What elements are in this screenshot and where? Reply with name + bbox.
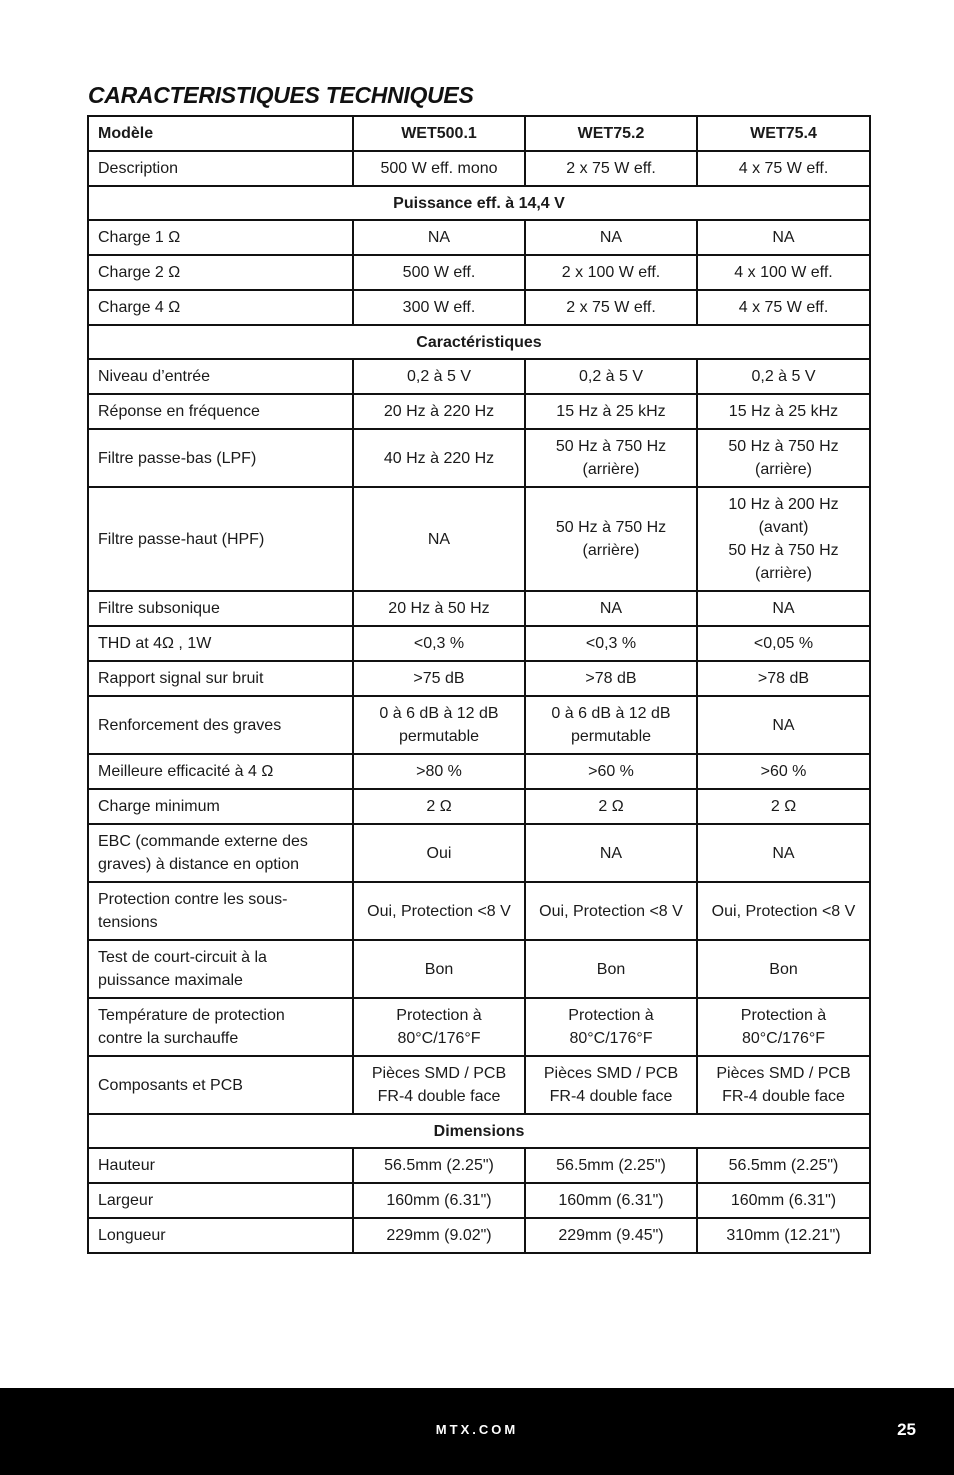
table-cell: Pièces SMD / PCB FR-4 double face (697, 1056, 870, 1114)
table-cell: 500 W eff. (353, 255, 525, 290)
table-cell: Oui, Protection <8 V (697, 882, 870, 940)
table-cell: 40 Hz à 220 Hz (353, 429, 525, 487)
row-label: Largeur (88, 1183, 353, 1218)
table-cell: 0,2 à 5 V (353, 359, 525, 394)
table-cell: 56.5mm (2.25") (353, 1148, 525, 1183)
table-cell: 0 à 6 dB à 12 dB permutable (353, 696, 525, 754)
table-cell: Protection à 80°C/176°F (697, 998, 870, 1056)
spec-table-body (88, 116, 870, 1253)
table-cell: 2 Ω (697, 789, 870, 824)
table-cell: Bon (697, 940, 870, 998)
table-cell: Pièces SMD / PCB FR-4 double face (353, 1056, 525, 1114)
table-row (88, 1183, 870, 1218)
table-cell: 2 x 75 W eff. (525, 290, 697, 325)
row-label: Description (88, 151, 353, 186)
section-title: Dimensions (88, 1114, 870, 1148)
section-title: Caractéristiques (88, 325, 870, 359)
table-cell: 56.5mm (2.25") (525, 1148, 697, 1183)
table-cell: Protection à 80°C/176°F (525, 998, 697, 1056)
table-cell: 160mm (6.31") (525, 1183, 697, 1218)
table-cell: 2 x 75 W eff. (525, 151, 697, 186)
page-title: CARACTERISTIQUES TECHNIQUES (88, 82, 474, 108)
table-cell: >80 % (353, 754, 525, 789)
row-label: Renforcement des graves (88, 696, 353, 754)
table-cell: NA (353, 220, 525, 255)
table-cell: NA (697, 824, 870, 882)
table-cell: 310mm (12.21") (697, 1218, 870, 1253)
table-cell: 229mm (9.02") (353, 1218, 525, 1253)
table-cell: NA (697, 591, 870, 626)
table-row (88, 696, 870, 754)
page-footer (0, 1388, 954, 1475)
table-row (88, 487, 870, 591)
row-label: Meilleure efficacité à 4 Ω (88, 754, 353, 789)
section-header-row (88, 1114, 870, 1148)
row-label: Composants et PCB (88, 1056, 353, 1114)
section-header-row (88, 325, 870, 359)
table-row (88, 290, 870, 325)
table-cell: Oui, Protection <8 V (353, 882, 525, 940)
table-cell: 15 Hz à 25 kHz (525, 394, 697, 429)
table-row (88, 754, 870, 789)
table-cell: Pièces SMD / PCB FR-4 double face (525, 1056, 697, 1114)
table-cell: 56.5mm (2.25") (697, 1148, 870, 1183)
row-label: Rapport signal sur bruit (88, 661, 353, 696)
table-cell: Protection à 80°C/176°F (353, 998, 525, 1056)
table-row (88, 1148, 870, 1183)
table-cell: Oui, Protection <8 V (525, 882, 697, 940)
table-cell: <0,3 % (353, 626, 525, 661)
table-cell: 4 x 75 W eff. (697, 290, 870, 325)
row-label: Filtre passe-haut (HPF) (88, 487, 353, 591)
table-cell: 2 x 100 W eff. (525, 255, 697, 290)
header-cell-wet75-2: WET75.2 (525, 116, 697, 151)
row-label: EBC (commande externe des graves) à distance en option (88, 824, 353, 882)
table-row (88, 626, 870, 661)
header-cell-model: Modèle (88, 116, 353, 151)
row-label: Hauteur (88, 1148, 353, 1183)
table-row (88, 220, 870, 255)
table-cell: 300 W eff. (353, 290, 525, 325)
table-cell: Bon (353, 940, 525, 998)
table-cell: 160mm (6.31") (697, 1183, 870, 1218)
table-row (88, 789, 870, 824)
table-cell: NA (525, 824, 697, 882)
table-cell: NA (697, 220, 870, 255)
table-cell: 2 Ω (525, 789, 697, 824)
table-cell: NA (525, 591, 697, 626)
section-header-row (88, 186, 870, 220)
table-cell: 4 x 75 W eff. (697, 151, 870, 186)
table-cell: <0,3 % (525, 626, 697, 661)
row-label: Charge minimum (88, 789, 353, 824)
table-cell: 500 W eff. mono (353, 151, 525, 186)
section-title: Puissance eff. à 14,4 V (88, 186, 870, 220)
table-row (88, 824, 870, 882)
row-label: Filtre subsonique (88, 591, 353, 626)
row-label: Longueur (88, 1218, 353, 1253)
table-row (88, 940, 870, 998)
table-row (88, 1218, 870, 1253)
table-cell: 2 Ω (353, 789, 525, 824)
table-row (88, 882, 870, 940)
table-cell: Bon (525, 940, 697, 998)
row-label: Test de court-circuit à la puissance maximale (88, 940, 353, 998)
table-cell: >60 % (697, 754, 870, 789)
table-row (88, 255, 870, 290)
table-cell: 20 Hz à 50 Hz (353, 591, 525, 626)
table-cell: >60 % (525, 754, 697, 789)
page-number: 25 (897, 1420, 916, 1439)
table-row (88, 429, 870, 487)
table-cell: NA (697, 696, 870, 754)
table-cell: <0,05 % (697, 626, 870, 661)
table-row (88, 359, 870, 394)
table-row (88, 998, 870, 1056)
table-row (88, 661, 870, 696)
table-cell: 0,2 à 5 V (697, 359, 870, 394)
footer-website: MTX.COM (435, 1422, 519, 1437)
table-cell: Oui (353, 824, 525, 882)
table-cell: 0,2 à 5 V (525, 359, 697, 394)
row-label: THD at 4Ω , 1W (88, 626, 353, 661)
header-cell-wet75-4: WET75.4 (697, 116, 870, 151)
table-cell: 0 à 6 dB à 12 dB permutable (525, 696, 697, 754)
table-cell: 10 Hz à 200 Hz (avant) 50 Hz à 750 Hz (arrière) (697, 487, 870, 591)
table-cell: NA (353, 487, 525, 591)
table-cell: NA (525, 220, 697, 255)
table-cell: >75 dB (353, 661, 525, 696)
table-cell: 4 x 100 W eff. (697, 255, 870, 290)
row-label: Température de protection contre la surchauffe (88, 998, 353, 1056)
table-cell: 15 Hz à 25 kHz (697, 394, 870, 429)
table-row (88, 591, 870, 626)
table-cell: 20 Hz à 220 Hz (353, 394, 525, 429)
table-row (88, 1056, 870, 1114)
table-cell: 50 Hz à 750 Hz (arrière) (525, 487, 697, 591)
row-label: Charge 4 Ω (88, 290, 353, 325)
table-row (88, 151, 870, 186)
spec-table (87, 115, 871, 1254)
table-cell: >78 dB (525, 661, 697, 696)
row-label: Charge 2 Ω (88, 255, 353, 290)
table-cell: 50 Hz à 750 Hz (arrière) (525, 429, 697, 487)
row-label: Charge 1 Ω (88, 220, 353, 255)
header-cell-wet500-1: WET500.1 (353, 116, 525, 151)
row-label: Réponse en fréquence (88, 394, 353, 429)
row-label: Filtre passe-bas (LPF) (88, 429, 353, 487)
table-cell: >78 dB (697, 661, 870, 696)
table-header-row (88, 116, 870, 151)
table-cell: 229mm (9.45") (525, 1218, 697, 1253)
table-cell: 50 Hz à 750 Hz (arrière) (697, 429, 870, 487)
row-label: Protection contre les sous- tensions (88, 882, 353, 940)
table-cell: 160mm (6.31") (353, 1183, 525, 1218)
table-row (88, 394, 870, 429)
row-label: Niveau d’entrée (88, 359, 353, 394)
